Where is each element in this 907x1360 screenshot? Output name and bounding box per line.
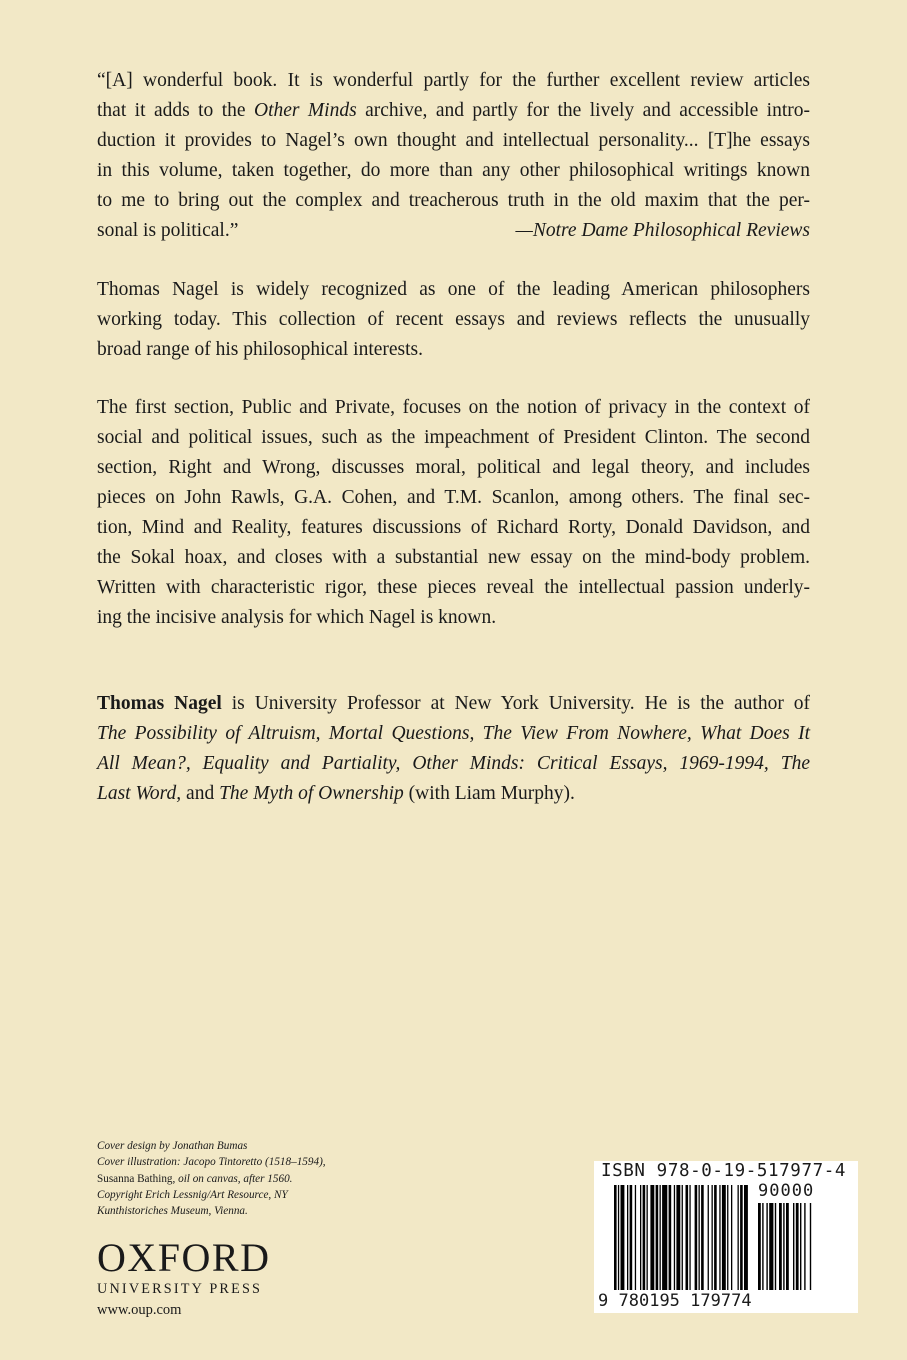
quote-line: sonal is political.” bbox=[97, 220, 239, 241]
description-line: Written with characteristic rigor, these pieces reveal the intellectual passion underly- bbox=[97, 577, 810, 598]
author-bio bbox=[97, 689, 810, 809]
barcode-bar bbox=[614, 1185, 617, 1290]
barcode-digits: 9 780195 179774 bbox=[598, 1291, 752, 1311]
barcode-addon-bar bbox=[810, 1203, 811, 1290]
barcode-bar bbox=[682, 1185, 683, 1290]
barcode-addon-bar bbox=[775, 1203, 776, 1290]
barcode-bar bbox=[627, 1185, 628, 1290]
barcode-bar bbox=[708, 1185, 709, 1290]
barcode-addon-bar bbox=[793, 1203, 794, 1290]
barcode-addon-bar bbox=[804, 1203, 805, 1290]
quote-line: duction it provides to Nagel’s own thought and intellectual personality... [T]he essays bbox=[97, 130, 810, 151]
barcode-bar bbox=[674, 1185, 675, 1290]
publisher-logo bbox=[97, 1235, 271, 1298]
description-line: social and political issues, such as the impeachment of President Clinton. The second bbox=[97, 427, 810, 448]
barcode-bar bbox=[727, 1185, 728, 1290]
barcode-bar bbox=[686, 1185, 689, 1290]
description-line: section, Right and Wrong, discusses moral, political and legal theory, and includes bbox=[97, 457, 810, 478]
intro-paragraph bbox=[97, 275, 810, 365]
barcode-addon-bar bbox=[783, 1203, 784, 1290]
credit-painting: Susanna Bathing, oil on canvas, after 1560. bbox=[97, 1172, 293, 1185]
barcode-bar bbox=[712, 1185, 713, 1290]
bio-line: All Mean?, Equality and Partiality, Other Minds: Critical Essays, 1969-1994, The bbox=[97, 753, 810, 774]
publisher-url: www.oup.com bbox=[97, 1302, 182, 1318]
intro-line: broad range of his philosophical interests. bbox=[97, 339, 424, 360]
quote-line: “[A] wonderful book. It is wonderful partly for the further excellent review articles bbox=[97, 70, 810, 91]
barcode-bar bbox=[618, 1185, 619, 1290]
barcode-bar bbox=[722, 1185, 726, 1290]
barcode-bar bbox=[731, 1185, 732, 1290]
barcode-bar bbox=[621, 1185, 625, 1290]
barcode-bar bbox=[656, 1185, 659, 1290]
barcode-addon-bar bbox=[762, 1203, 763, 1290]
intro-line: working today. This collection of recent essays and reviews reflects the unusually bbox=[97, 309, 810, 330]
description-line: ing the incisive analysis for which Nagel is known. bbox=[97, 607, 497, 628]
barcode-addon-bar bbox=[758, 1203, 761, 1290]
barcode-bar bbox=[662, 1185, 667, 1290]
barcode-addon: 90000 bbox=[758, 1181, 815, 1201]
barcode-bar bbox=[738, 1185, 739, 1290]
barcode-bar bbox=[647, 1185, 648, 1290]
barcode-bar bbox=[714, 1185, 717, 1290]
barcode-addon-bar bbox=[766, 1203, 767, 1290]
barcode-bar bbox=[719, 1185, 720, 1290]
bio-line: Last Word, and The Myth of Ownership (with Liam Murphy). bbox=[97, 783, 575, 804]
quote-line: in this volume, taken together, do more than any other philosophical writings known bbox=[97, 160, 810, 181]
description-line: tion, Mind and Reality, features discussions of Richard Rorty, Donald Davidson, and bbox=[97, 517, 810, 538]
barcode-addon-bar bbox=[800, 1203, 801, 1290]
credit-copyright: Copyright Erich Lessnig/Art Resource, NY bbox=[97, 1188, 288, 1201]
barcode-bar bbox=[640, 1185, 641, 1290]
barcode-addon-bar bbox=[779, 1203, 782, 1290]
barcode-bar bbox=[630, 1185, 633, 1290]
barcode-bar bbox=[740, 1185, 743, 1290]
barcode-bar bbox=[635, 1185, 636, 1290]
barcode-bar bbox=[650, 1185, 654, 1290]
quote-final-line bbox=[97, 216, 810, 246]
description-paragraph bbox=[97, 393, 810, 633]
barcode-bar bbox=[701, 1185, 704, 1290]
barcode-addon-bar bbox=[796, 1203, 799, 1290]
quote-book-title: Other Minds bbox=[254, 100, 357, 121]
quote-line: to me to bring out the complex and treacherous truth in the old maxim that the per- bbox=[97, 190, 810, 211]
barcode-bar bbox=[676, 1185, 680, 1290]
barcode-bar bbox=[744, 1185, 748, 1290]
cover-credits bbox=[97, 1138, 326, 1219]
barcode-bar bbox=[669, 1185, 672, 1290]
author-name: Thomas Nagel bbox=[97, 693, 222, 714]
review-quote bbox=[97, 66, 810, 246]
isbn-label: ISBN 978-0-19-517977-4 bbox=[601, 1161, 846, 1181]
credit-museum: Kunthistoriches Museum, Vienna. bbox=[97, 1205, 248, 1218]
barcode-bar bbox=[695, 1185, 698, 1290]
bio-line: The Possibility of Altruism, Mortal Questions, The View From Nowhere, What Does It bbox=[97, 723, 810, 744]
bio-line: Thomas Nagel is University Professor at New York University. He is the author of bbox=[97, 693, 811, 714]
credit-illustration: Cover illustration: Jacopo Tintoretto (1518–1594), bbox=[97, 1156, 326, 1169]
barcode-addon-bar bbox=[786, 1203, 789, 1290]
barcode-bar bbox=[689, 1185, 690, 1290]
isbn-barcode bbox=[594, 1161, 858, 1313]
barcode-addon-bar bbox=[769, 1203, 773, 1290]
description-line: pieces on John Rawls, G.A. Cohen, and T.M. Scanlon, among others. The final sec- bbox=[97, 487, 810, 508]
description-line: the Sokal hoax, and closes with a substantial new essay on the mind-body problem. bbox=[97, 547, 810, 568]
publisher-name: OXFORD bbox=[97, 1235, 271, 1280]
publisher-press: UNIVERSITY PRESS bbox=[97, 1281, 263, 1297]
quote-line: that it adds to the Other Minds archive, and partly for the lively and accessible intro- bbox=[97, 100, 810, 121]
credit-design: Cover design by Jonathan Bumas bbox=[97, 1140, 248, 1152]
intro-line: Thomas Nagel is widely recognized as one of the leading American philosophers bbox=[97, 279, 810, 300]
quote-attribution: —Notre Dame Philosophical Reviews bbox=[515, 220, 810, 241]
description-line: The first section, Public and Private, focuses on the notion of privacy in the context of bbox=[97, 397, 810, 418]
barcode-bar bbox=[643, 1185, 646, 1290]
barcode-bar bbox=[660, 1185, 661, 1290]
barcode-bar bbox=[699, 1185, 700, 1290]
